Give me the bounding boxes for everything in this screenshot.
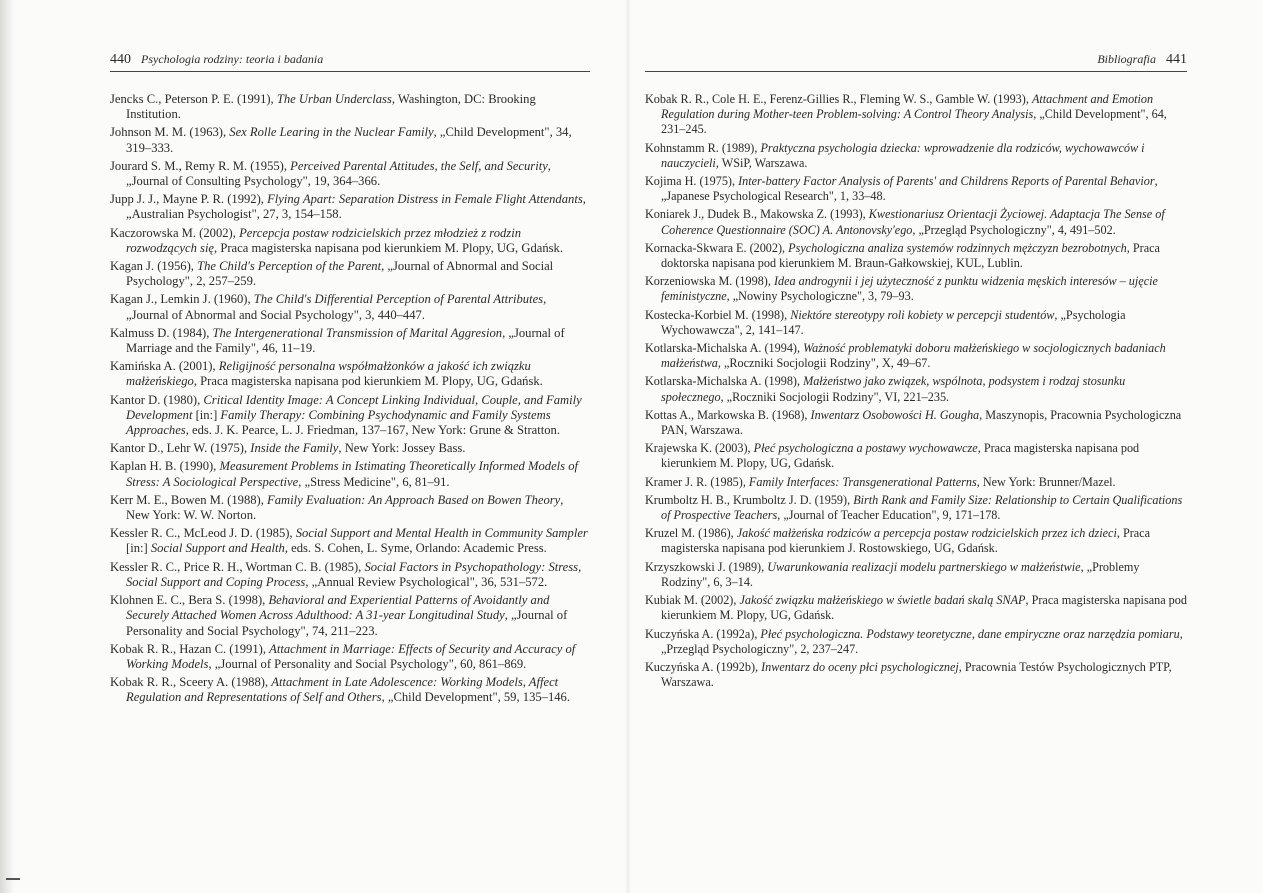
entry-text: Klohnen E. C., Bera S. (1998), [110, 593, 269, 608]
bibliography-entry [645, 493, 1187, 523]
entry-title: Social Support and Health [150, 541, 285, 556]
bibliography-entry [110, 642, 590, 672]
entry-text: Kantor D. (1980), [110, 392, 204, 407]
entry-text: , „Psychologia Wychowawcza", 2, 141–147. [661, 307, 1126, 337]
entry-title: Inwentarz do oceny płci psychologicznej [761, 659, 959, 674]
bibliography-entry [645, 441, 1187, 471]
entry-text: , eds. S. Cohen, L. Syme, Orlando: Academic Press. [284, 541, 547, 556]
right-bibliography-list [645, 92, 1187, 690]
entry-title: Ważność problematyki doboru małżeńskiego w socjologicznych badaniach małżeństwa [661, 341, 1166, 371]
entry-text: , Maszynopis, Pracownia Psychologiczna PAN, Warszawa. [661, 407, 1182, 438]
entry-text: Kornacka-Skwara E. (2002), [645, 240, 789, 255]
entry-text: Jourard S. M., Remy R. M. (1955), [110, 158, 291, 173]
bibliography-entry [110, 125, 590, 155]
entry-text: Krumboltz H. B., Krumboltz J. D. (1959), [645, 492, 854, 507]
entry-text: , „Australian Psychologist", 27, 3, 154–158. [126, 192, 586, 222]
entry-text: , „Journal of Consulting Psychology", 19, 364–366. [126, 158, 551, 189]
entry-text: Kuczyńska A. (1992b), [645, 659, 762, 674]
entry-text: Kessler R. C., McLeod J. D. (1985), [110, 526, 296, 541]
entry-text: Kostecka-Korbiel M. (1998), [645, 307, 791, 322]
entry-title: Inter-battery Factor Analysis of Parents' and Childrens Reports of Parental Behavior [738, 174, 1155, 189]
entry-text: , Praca magisterska napisana pod kierunkiem M. Plopy, UG, Gdańsk. [661, 593, 1187, 623]
entry-text: , „Journal of Abnormal and Social Psychology", 2, 257–259. [126, 259, 554, 289]
bibliography-entry [110, 441, 590, 456]
entry-text: Kubiak M. (2002), [645, 593, 740, 608]
bibliography-entry [645, 241, 1187, 271]
bibliography-entry [110, 92, 590, 122]
scan-corner-mark [6, 878, 20, 880]
entry-text: , „Problemy Rodziny", 6, 3–14. [661, 559, 1140, 589]
entry-text: , „Journal of Personality and Social Psychology", 74, 211–223. [126, 608, 568, 638]
entry-text: Kotlarska-Michalska A. (1994), [645, 341, 804, 356]
left-bibliography-list [110, 92, 590, 706]
entry-title: Kwestionariusz Orientacji Życiowej. Adaptacja The Sense of Coherence Questionnaire (SOC) A. Antonovsky'ego [661, 207, 1165, 237]
entry-text: , „Nowiny Psychologiczne", 3, 79–93. [726, 289, 914, 304]
entry-text: Kojima H. (1975), [645, 174, 739, 189]
entry-text: Kessler R. C., Price R. H., Wortman C. B. (1985), [110, 559, 365, 574]
entry-text: Kottas A., Markowska B. (1968), [645, 407, 811, 422]
entry-text: , New York: Brunner/Mazel. [976, 474, 1116, 489]
entry-title: Family Therapy: Combining Psychodynamic and Family Systems Approaches [126, 407, 551, 438]
entry-text: Kagan J., Lemkin J. (1960), [110, 292, 254, 307]
bibliography-entry [645, 627, 1187, 657]
bibliography-entry [110, 393, 590, 439]
entry-text: Kerr M. E., Bowen M. (1988), [110, 492, 268, 507]
entry-text: , „Stress Medicine", 6, 81–91. [298, 474, 450, 489]
entry-text: Krajewska K. (2003), [645, 441, 754, 456]
entry-title: Psychologiczna analiza systemów rodzinnych mężczyzn bezrobotnych [788, 240, 1127, 255]
entry-title: Attachment in Marriage: Effects of Security and Accuracy of Working Models [126, 641, 576, 671]
entry-text: Kruzel M. (1986), [645, 526, 737, 541]
bibliography-entry [645, 308, 1187, 338]
left-running-head [110, 52, 590, 72]
bibliography-entry [645, 475, 1187, 490]
entry-title: Attachment in Late Adolescence: Working Models, Affect Regulation and Representations of Self and Others [126, 675, 559, 705]
entry-title: The Urban Underclass [276, 92, 392, 106]
entry-title: Measurement Problems in Istimating Theoretically Informed Models of Stress: A Sociological Perspective [126, 459, 578, 489]
entry-title: Birth Rank and Family Size: Relationship to Certain Qualifications of Prospective Teachers [661, 492, 1183, 523]
bibliography-entry [110, 675, 590, 705]
entry-text: , Praca doktorska napisana pod kierunkiem M. Braun-Gałkowskiej, KUL, Lublin. [661, 240, 1160, 271]
entry-text: Kalmuss D. (1984), [110, 325, 213, 340]
entry-title: Perceived Parental Attitudes, the Self, and Security [290, 158, 548, 173]
entry-text: , Pracownia Testów Psychologicznych PTP, Warszawa. [661, 659, 1172, 690]
entry-title: The Child's Differential Perception of Parental Attributes [253, 292, 544, 307]
entry-text: Kobak R. R., Sceery A. (1988), [110, 675, 272, 690]
bibliography-entry [645, 408, 1187, 438]
entry-text: , „Child Development", 59, 135–146. [381, 690, 571, 705]
entry-text: Kagan J. (1956), [110, 259, 198, 274]
entry-title: Idea androgynii i jej użyteczność z punktu widzenia męskich interesów – ujęcie feministyczne [661, 274, 1158, 304]
left-page [110, 52, 590, 709]
entry-text: , „Roczniki Socjologii Rodziny", VI, 221–235. [720, 389, 950, 404]
entry-text: Kamińska A. (2001), [110, 359, 219, 374]
bibliography-entry [645, 660, 1187, 690]
bibliography-entry [645, 560, 1187, 590]
entry-text: Kotlarska-Michalska A. (1998), [645, 374, 804, 389]
entry-title: Family Interfaces: Transgenerational Patterns [748, 474, 977, 489]
entry-text: , WSiP, Warszawa. [715, 155, 808, 170]
entry-text: Krzyszkowski J. (1989), [645, 559, 768, 574]
bibliography-entry [645, 274, 1187, 304]
entry-title: Małżeństwo jako związek, wspólnota, podsystem i rodzaj stosunku społecznego [661, 374, 1126, 404]
entry-text: Kobak R. R., Hazan C. (1991), [110, 641, 270, 656]
entry-text: Johnson M. M. (1963), [110, 125, 230, 140]
entry-text: , „Japanese Psychological Research", 1, 33–48. [661, 174, 1158, 204]
entry-title: Behavioral and Experiential Patterns of Avoidantly and Securely Attached Women Across Adulthood: A 31-year Longitudinal Study [126, 593, 550, 623]
entry-text: , eds. J. K. Pearce, L. J. Friedman, 137–167, New York: Grune & Stratton. [185, 423, 560, 438]
entry-text: , „Journal of Marriage and the Family", 46, 11–19. [126, 325, 565, 356]
entry-title: Social Support and Mental Health in Community Sampler [295, 526, 588, 541]
left-running-title: Psychologia rodziny: teoria i badania [141, 52, 324, 66]
entry-text: , „Journal of Abnormal and Social Psychology", 3, 440–447. [126, 292, 547, 322]
right-running-head [645, 52, 1187, 72]
entry-text: Koniarek J., Dudek B., Makowska Z. (1993), [645, 207, 869, 222]
entry-title: Sex Rolle Learing in the Nuclear Family [229, 125, 434, 140]
entry-text: , Praca magisterska napisana pod kierunkiem M. Plopy, UG, Gdańsk. [193, 374, 543, 389]
entry-text: , „Child Development", 64, 231–245. [661, 107, 1167, 137]
entry-text: Kobak R. R., Cole H. E., Ferenz-Gillies R., Fleming W. S., Gamble W. (1993), [645, 92, 1032, 106]
bibliography-entry [110, 259, 590, 289]
entry-title: Percepcja postaw rodzicielskich przez młodzież z rodzin rozwodzących się [126, 225, 521, 255]
entry-text: Jupp J. J., Mayne P. R. (1992), [110, 192, 268, 207]
entry-text: , „Przegląd Psychologiczny", 2, 237–247. [661, 626, 1183, 656]
bibliography-entry [110, 192, 590, 222]
bibliography-entry [645, 207, 1187, 237]
bibliography-entry [110, 560, 590, 590]
bibliography-entry [110, 226, 590, 256]
entry-title: Inside the Family [250, 441, 339, 456]
entry-text: , Praca magisterska napisana pod kierunkiem M. Plopy, UG, Gdańsk. [214, 240, 563, 255]
bibliography-entry [645, 593, 1187, 623]
bibliography-entry [645, 174, 1187, 204]
right-page [645, 52, 1187, 693]
bibliography-entry [645, 526, 1187, 556]
entry-text: , „Journal of Teacher Education", 9, 171–178. [777, 508, 1001, 523]
entry-text: Kaczorowska M. (2002), [110, 225, 240, 240]
bibliography-entry [110, 359, 590, 389]
entry-title: Religijność personalna współmałżonków a jakość ich związku małżeńskiego [126, 359, 531, 389]
entry-text: , „Annual Review Psychological", 36, 531–572. [305, 574, 548, 589]
entry-text: Kohnstamm R. (1989), [645, 140, 761, 155]
bibliography-entry [645, 92, 1187, 138]
entry-text: Jencks C., Peterson P. E. (1991), [110, 92, 277, 106]
entry-title: Praktyczna psychologia dziecka: wprowadzenie dla rodziców, wychowawców i nauczycieli [661, 140, 1145, 170]
entry-text: [in:] [192, 407, 221, 422]
entry-title: Płeć psychologiczna. Podstawy teoretyczne, dane empiryczne oraz narzędzia pomiaru [760, 626, 1180, 641]
entry-title: Jakość małżeńska rodziców a percepcja postaw rodzicielskich przez ich dzieci [736, 526, 1117, 541]
entry-text: [in:] [126, 541, 151, 556]
bibliography-entry [110, 493, 590, 523]
entry-text: Kuczyńska A. (1992a), [645, 626, 761, 641]
entry-text: , New York: W. W. Norton. [126, 492, 564, 523]
right-running-title: Bibliografia [1097, 52, 1156, 66]
entry-title: Critical Identity Image: A Concept Linking Individual, Couple, and Family Development [126, 392, 582, 422]
entry-title: Płeć psychologiczna a postawy wychowawcze [753, 441, 978, 456]
entry-title: Flying Apart: Separation Distress in Female Flight Attendants [267, 192, 583, 207]
bibliography-entry [645, 141, 1187, 171]
entry-title: Social Factors in Psychopathology: Stress, Social Support and Coping Process [126, 559, 582, 589]
bibliography-entry [645, 374, 1187, 404]
entry-text: , „Przegląd Psychologiczny", 4, 491–502. [912, 222, 1116, 237]
entry-text: , Praca magisterska napisana pod kierunkiem M. Plopy, UG, Gdańsk. [661, 441, 1140, 471]
left-page-number: 440 [110, 52, 131, 67]
right-page-number: 441 [1166, 52, 1187, 67]
entry-text: Kramer J. R. (1985), [645, 474, 749, 489]
entry-title: Family Evaluation: An Approach Based on Bowen Theory [267, 492, 561, 507]
bibliography-entry [110, 593, 590, 639]
entry-text: Kantor D., Lehr W. (1975), [110, 441, 251, 456]
entry-title: The Child's Perception of the Parent [197, 259, 382, 274]
bibliography-entry [110, 292, 590, 322]
entry-title: The Intergenerational Transmission of Marital Aggresion [212, 325, 503, 340]
bibliography-entry [110, 459, 590, 489]
entry-title: Niektóre stereotypy roli kobiety w percepcji studentów [790, 307, 1055, 322]
scan-edge-shadow [0, 0, 14, 893]
bibliography-entry [110, 526, 590, 556]
entry-text: Kaplan H. B. (1990), [110, 459, 220, 474]
bibliography-entry [110, 326, 590, 356]
entry-title: Jakość związku małżeńskiego w świetle badań skalą SNAP [739, 593, 1026, 608]
entry-text: , „Child Development", 34, 319–333. [126, 125, 572, 155]
entry-text: , New York: Jossey Bass. [338, 441, 466, 456]
book-fold [625, 0, 631, 893]
entry-title: Uwarunkowania realizacji modelu partnerskiego w małżeństwie [767, 559, 1081, 574]
entry-text: , Washington, DC: Brooking Institution. [126, 92, 536, 122]
entry-text: , „Journal of Personality and Social Psychology", 60, 861–869. [208, 656, 527, 671]
bibliography-entry [645, 341, 1187, 371]
entry-title: Inwentarz Osobowości H. Gougha [810, 407, 980, 422]
entry-text: , „Roczniki Socjologii Rodziny", X, 49–67. [717, 356, 931, 371]
bibliography-entry [110, 159, 590, 189]
entry-text: Korzeniowska M. (1998), [645, 274, 774, 289]
entry-text: , Praca magisterska napisana pod kierunkiem J. Rostowskiego, UG, Gdańsk. [661, 526, 1151, 556]
entry-title: Attachment and Emotion Regulation during Mother-teen Problem-solving: A Control Theory Analysis [661, 92, 1154, 122]
